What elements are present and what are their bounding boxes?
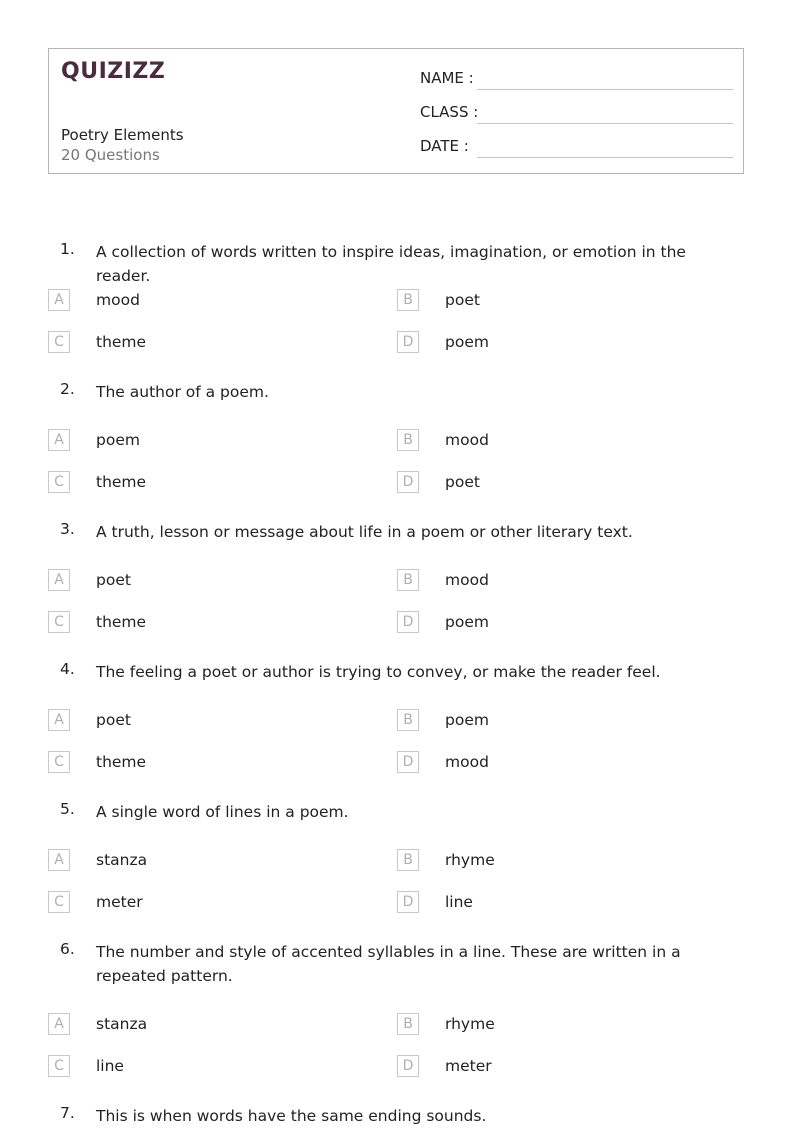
option-text: meter (445, 1057, 492, 1075)
option-text: poet (96, 571, 131, 589)
question-number: 7. (60, 1104, 75, 1122)
option-b (397, 429, 697, 453)
question-text: A collection of words written to inspire ideas, imagination, or emotion in the reader. (96, 243, 686, 285)
option-text: mood (445, 753, 489, 771)
option-text: poem (445, 613, 489, 631)
question-text: The feeling a poet or author is trying to convey, or make the reader feel. (96, 663, 661, 681)
option-c (48, 1055, 348, 1079)
option-text: mood (96, 291, 140, 309)
class-label: CLASS : (420, 103, 479, 121)
option-text: meter (96, 893, 143, 911)
option-b (397, 1013, 697, 1037)
option-text: theme (96, 613, 147, 631)
option-b (397, 289, 697, 313)
option-a (48, 709, 348, 733)
question-number: 6. (60, 940, 75, 958)
date-line (477, 157, 733, 158)
question-text: The author of a poem. (96, 383, 269, 401)
option-letter-box: B (397, 849, 419, 871)
option-d (397, 1055, 697, 1079)
option-letter-box: D (397, 471, 419, 493)
option-text: theme (96, 333, 147, 351)
option-letter-box: C (48, 891, 70, 913)
option-letter-box: C (48, 331, 70, 353)
name-line (477, 89, 733, 90)
option-text: poem (445, 333, 489, 351)
option-a (48, 849, 348, 873)
option-letter-box: D (397, 1055, 419, 1077)
option-letter-box: B (397, 709, 419, 731)
option-text: poem (445, 711, 489, 729)
worksheet-title: Poetry Elements (61, 126, 184, 144)
option-a (48, 1013, 348, 1037)
option-b (397, 709, 697, 733)
question-text: A single word of lines in a poem. (96, 803, 349, 821)
option-letter-box: A (48, 289, 70, 311)
option-text: poet (445, 291, 480, 309)
option-text: poet (445, 473, 480, 491)
option-c (48, 331, 348, 355)
option-a (48, 289, 348, 313)
option-letter-box: D (397, 891, 419, 913)
option-text: poem (96, 431, 140, 449)
option-letter-box: A (48, 1013, 70, 1035)
question-text: The number and style of accented syllables in a line. These are written in a repeated pattern. (96, 943, 681, 985)
option-d (397, 471, 697, 495)
question-number: 5. (60, 800, 75, 818)
date-label: DATE : (420, 137, 469, 155)
name-label: NAME : (420, 69, 474, 87)
option-d (397, 751, 697, 775)
option-letter-box: C (48, 611, 70, 633)
option-a (48, 429, 348, 453)
option-text: stanza (96, 1015, 148, 1033)
question-text: A truth, lesson or message about life in a poem or other literary text. (96, 523, 633, 541)
option-text: rhyme (445, 1015, 495, 1033)
option-text: rhyme (445, 851, 495, 869)
option-text: poet (96, 711, 131, 729)
question-text: This is when words have the same ending sounds. (96, 1107, 487, 1125)
option-b (397, 849, 697, 873)
class-line (477, 123, 733, 124)
option-c (48, 751, 348, 775)
option-d (397, 331, 697, 355)
question-number: 1. (60, 240, 75, 258)
option-letter-box: A (48, 429, 70, 451)
option-letter-box: B (397, 569, 419, 591)
option-a (48, 569, 348, 593)
option-d (397, 611, 697, 635)
option-letter-box: B (397, 289, 419, 311)
option-text: mood (445, 571, 489, 589)
option-letter-box: C (48, 471, 70, 493)
question-number: 2. (60, 380, 75, 398)
option-text: mood (445, 431, 489, 449)
option-letter-box: D (397, 611, 419, 633)
option-c (48, 891, 348, 915)
option-letter-box: A (48, 709, 70, 731)
option-letter-box: C (48, 751, 70, 773)
option-letter-box: A (48, 569, 70, 591)
option-b (397, 569, 697, 593)
option-text: stanza (96, 851, 148, 869)
option-letter-box: B (397, 429, 419, 451)
option-c (48, 471, 348, 495)
option-text: theme (96, 473, 147, 491)
option-text: theme (96, 753, 147, 771)
question-number: 3. (60, 520, 75, 538)
option-letter-box: C (48, 1055, 70, 1077)
question-number: 4. (60, 660, 75, 678)
option-c (48, 611, 348, 635)
option-d (397, 891, 697, 915)
worksheet-header (48, 48, 744, 174)
option-letter-box: A (48, 849, 70, 871)
option-text: line (445, 893, 473, 911)
option-letter-box: D (397, 331, 419, 353)
option-letter-box: D (397, 751, 419, 773)
quizizz-logo: QUIZIZZ (61, 59, 166, 84)
question-count: 20 Questions (61, 146, 160, 164)
option-text: line (96, 1057, 124, 1075)
option-letter-box: B (397, 1013, 419, 1035)
